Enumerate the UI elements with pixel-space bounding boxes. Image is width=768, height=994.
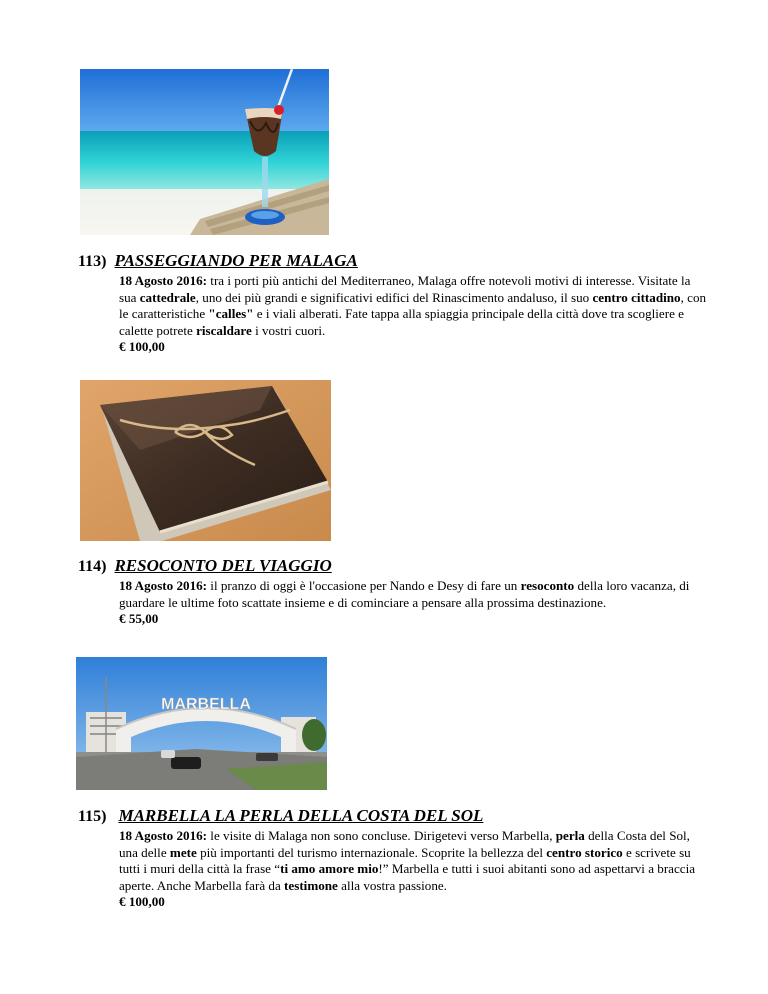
bold-segment: ti amo amore mio: [280, 861, 379, 876]
bold-segment: testimone: [284, 877, 338, 893]
text-segment: della Costa del Sol, una delle: [119, 828, 690, 860]
text-segment: , con le caratteristiche: [119, 289, 707, 321]
item-price: € 100,00: [119, 894, 165, 909]
item-number: 114): [78, 558, 107, 575]
marbella-arch-image: [76, 657, 327, 790]
bold-segment: resoconto: [520, 578, 575, 593]
text-segment: alla vostra passione.: [337, 877, 447, 893]
item-114-heading: [78, 556, 332, 576]
text-segment: le visite di Malaga non sono concluse. Dirigetevi verso Marbella,: [207, 828, 556, 843]
text-segment: i vostri cuori.: [251, 322, 326, 338]
text-segment: !” Marbella e tutti i suoi abitanti sono ad aspettarvi a braccia aperte. Anche Marbella farà da: [119, 861, 696, 893]
item-115-heading: [78, 806, 483, 826]
item-date: 18 Agosto 2016:: [119, 828, 208, 843]
item-115-description: [119, 828, 709, 911]
text-segment: e i viali alberati. Fate tappa alla spiaggia principale della città dove tra scogliere e calette potrete: [119, 306, 684, 338]
item-number: 115): [78, 808, 107, 825]
text-segment: tra i porti più antichi del Mediterraneo, Malaga offre notevoli motivi di interesse. Visitate la sua: [119, 273, 691, 305]
item-title: PASSEGGIANDO PER MALAGA: [114, 251, 358, 270]
bold-segment: mete: [169, 844, 197, 860]
item-113-heading: [78, 251, 358, 271]
bold-segment: centro storico: [546, 844, 623, 860]
text-segment: della loro vacanza, di guardare le ultime foto scattate insieme e di cominciare a pensare alla prossima destinazione.: [119, 578, 690, 610]
marbella-sign: MARBELLA: [161, 696, 251, 713]
item-price: € 55,00: [119, 611, 159, 626]
item-number: 113): [78, 253, 107, 270]
leather-album-image: [80, 380, 331, 541]
bold-segment: cattedrale: [139, 289, 196, 305]
bold-segment: perla: [555, 828, 585, 843]
item-date: 18 Agosto 2016:: [119, 273, 208, 288]
item-114-description: [119, 578, 709, 628]
beach-cocktail-image: [80, 69, 329, 235]
text-segment: più importanti del turismo internazionale. Scoprite la bellezza del: [196, 844, 547, 860]
item-date: 18 Agosto 2016:: [119, 578, 208, 593]
item-price: € 100,00: [119, 339, 165, 354]
item-title: MARBELLA LA PERLA DELLA COSTA DEL SOL: [118, 806, 484, 825]
item-title: RESOCONTO DEL VIAGGIO: [114, 556, 332, 575]
bold-segment: centro cittadino: [592, 289, 681, 305]
bold-segment: riscaldare: [196, 322, 252, 338]
text-segment: e scrivete su tutti i muri della città la frase “: [119, 844, 691, 876]
item-113-description: [119, 273, 709, 356]
bold-segment: "calles": [208, 306, 254, 321]
text-segment: il pranzo di oggi è l'occasione per Nando e Desy di fare un: [207, 578, 521, 593]
text-segment: , uno dei più grandi e significativi edifici del Rinascimento andaluso, il suo: [195, 289, 593, 305]
